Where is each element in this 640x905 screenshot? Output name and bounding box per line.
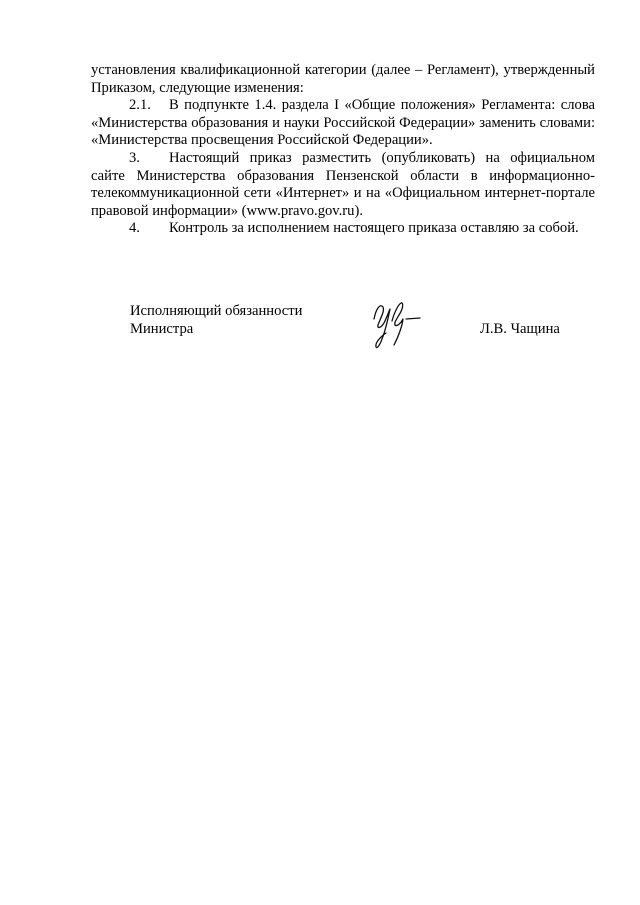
signatory-name: Л.В. Чащина (480, 320, 560, 337)
list-item-3 (91, 150, 595, 220)
signatory-position-line2: Министра (130, 320, 194, 337)
document-body (91, 62, 595, 238)
list-item-2-1 (91, 97, 595, 150)
signature-block (130, 303, 590, 363)
item-text: Контроль за исполнением настоящего приказа оставляю за собой. (169, 220, 579, 237)
handwritten-signature-icon (368, 295, 430, 355)
intro-paragraph: установления квалификационной категории (далее – Регламент), утвержденный Приказом, следующие изменения: (91, 62, 595, 96)
signatory-position (130, 303, 360, 338)
item-text: В подпункте 1.4. раздела I «Общие положения» Регламента: слова «Министерства образования и науки Российской Федерации» заменить словами: «Министерства просвещения Российской Федерации». (91, 97, 595, 149)
item-text: Настоящий приказ разместить (опубликовать) на официальном сайте Министерства образования Пензенской области в информационно-телекоммуникационной сети «Интернет» и на «Официальном интернет-портале правовой информации» (www.pravo.gov.ru). (91, 149, 595, 219)
list-item-4 (91, 220, 595, 238)
signatory-position-line1: Исполняющий обязанности (130, 303, 303, 319)
item-number: 3. (129, 149, 140, 166)
item-number: 4. (129, 220, 140, 237)
item-number: 2.1. (129, 97, 151, 114)
